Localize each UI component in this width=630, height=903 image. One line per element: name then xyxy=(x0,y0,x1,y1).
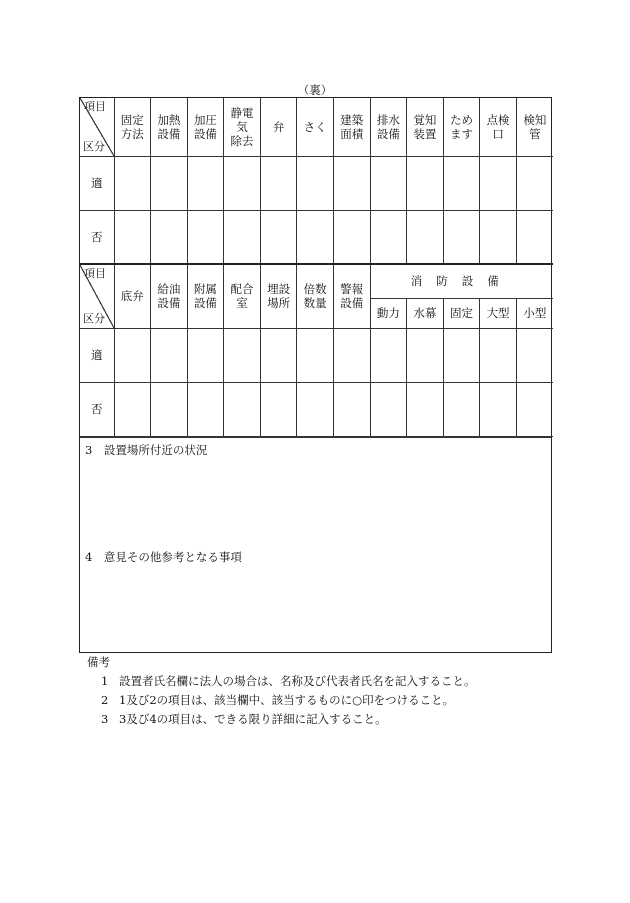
table2-header-cell: 配合 室 xyxy=(224,264,261,328)
check-cell[interactable] xyxy=(370,382,407,436)
table2-header-row xyxy=(80,264,553,298)
check-cell[interactable] xyxy=(407,156,444,210)
corner-item-label: 項目 xyxy=(84,267,106,280)
check-cell[interactable] xyxy=(297,382,334,436)
surroundings-section[interactable] xyxy=(80,437,551,545)
check-cell[interactable] xyxy=(260,156,297,210)
table2-subheader-cell: 動力 xyxy=(370,298,407,328)
page-side-label: （裏） xyxy=(297,83,333,97)
corner-category-label: 区分 xyxy=(83,139,105,153)
table1-header-cell: 排水 設備 xyxy=(370,98,407,156)
table2-subheader-cell: 大型 xyxy=(480,298,517,328)
check-cell[interactable] xyxy=(114,156,151,210)
note-text: 3及び4の項目は、できる限り詳細に記入すること。 xyxy=(119,712,387,726)
check-cell[interactable] xyxy=(480,156,517,210)
check-cell[interactable] xyxy=(407,382,444,436)
note-item xyxy=(87,710,476,729)
table1-header-cell: 建築 面積 xyxy=(333,98,370,156)
check-cell[interactable] xyxy=(114,210,151,264)
table2-header-cell: 底弁 xyxy=(114,264,151,328)
check-cell[interactable] xyxy=(297,328,334,382)
check-cell[interactable] xyxy=(151,328,188,382)
note-text: 設置者氏名欄に法人の場合は、名称及び代表者氏名を記入すること。 xyxy=(119,674,476,688)
table1-header-cell: 加圧 設備 xyxy=(187,98,224,156)
check-cell[interactable] xyxy=(480,382,517,436)
check-cell[interactable] xyxy=(407,328,444,382)
table1-header-cell: 加熱 設備 xyxy=(151,98,188,156)
check-cell[interactable] xyxy=(187,210,224,264)
check-cell[interactable] xyxy=(443,328,480,382)
table1-corner-cell xyxy=(80,98,114,156)
check-cell[interactable] xyxy=(114,382,151,436)
note-text: 1及び2の項目は、該当欄中、該当するものに○印をつけること。 xyxy=(119,693,455,707)
surroundings-label: 3 設置場所付近の状況 xyxy=(85,442,208,457)
check-cell[interactable] xyxy=(151,156,188,210)
check-cell[interactable] xyxy=(260,382,297,436)
notes-title: 備考 xyxy=(87,655,110,669)
check-cell[interactable] xyxy=(516,210,553,264)
table2-row-fail xyxy=(80,382,553,436)
check-cell[interactable] xyxy=(480,210,517,264)
table2-header-cell: 警報 設備 xyxy=(333,264,370,328)
check-cell[interactable] xyxy=(260,328,297,382)
table1-header-cell: 点検 口 xyxy=(480,98,517,156)
check-cell[interactable] xyxy=(443,382,480,436)
table1-header-cell: 覚知 装置 xyxy=(407,98,444,156)
check-cell[interactable] xyxy=(114,328,151,382)
table2-header-cell: 倍数 数量 xyxy=(297,264,334,328)
note-number: 2 xyxy=(101,693,109,707)
row-label-fail: 否 xyxy=(80,382,114,436)
inspection-form xyxy=(79,97,552,653)
check-cell[interactable] xyxy=(297,210,334,264)
remarks-label: 4 意見その他参考となる事項 xyxy=(85,549,242,564)
row-label-pass: 適 xyxy=(80,328,114,382)
check-cell[interactable] xyxy=(443,156,480,210)
check-cell[interactable] xyxy=(516,328,553,382)
table2-header-cell: 附属 設備 xyxy=(187,264,224,328)
check-cell[interactable] xyxy=(187,328,224,382)
table2-corner-cell xyxy=(80,264,114,328)
check-cell[interactable] xyxy=(370,210,407,264)
table2-subheader-cell: 小型 xyxy=(516,298,553,328)
check-cell[interactable] xyxy=(333,382,370,436)
fire-equipment-group-header: 消防設備 xyxy=(370,264,553,298)
table2-header-cell: 埋設 場所 xyxy=(260,264,297,328)
note-item xyxy=(87,691,476,710)
table2-header-cell: 給油 設備 xyxy=(151,264,188,328)
check-cell[interactable] xyxy=(187,156,224,210)
check-cell[interactable] xyxy=(260,210,297,264)
check-cell[interactable] xyxy=(224,210,261,264)
table1-header-cell: ため ます xyxy=(443,98,480,156)
table1-header-cell: 検知 管 xyxy=(516,98,553,156)
check-cell[interactable] xyxy=(333,156,370,210)
notes-block xyxy=(87,653,476,729)
check-cell[interactable] xyxy=(516,382,553,436)
table1-header-row xyxy=(80,98,553,156)
corner-item-label: 項目 xyxy=(84,100,106,113)
table2-subheader-cell: 水幕 xyxy=(407,298,444,328)
note-item xyxy=(87,672,476,691)
table1-row-fail xyxy=(80,210,553,264)
check-cell[interactable] xyxy=(443,210,480,264)
check-cell[interactable] xyxy=(480,328,517,382)
check-cell[interactable] xyxy=(370,156,407,210)
check-cell[interactable] xyxy=(224,382,261,436)
table1-header-cell: 固定 方法 xyxy=(114,98,151,156)
check-cell[interactable] xyxy=(407,210,444,264)
check-cell[interactable] xyxy=(516,156,553,210)
check-cell[interactable] xyxy=(151,210,188,264)
corner-category-label: 区分 xyxy=(83,311,105,325)
note-number: 1 xyxy=(101,674,109,688)
inspection-table xyxy=(80,98,553,437)
check-cell[interactable] xyxy=(370,328,407,382)
check-cell[interactable] xyxy=(151,382,188,436)
table1-header-cell: 静電 気 除去 xyxy=(224,98,261,156)
check-cell[interactable] xyxy=(333,210,370,264)
row-label-fail: 否 xyxy=(80,210,114,264)
table1-header-cell: 弁 xyxy=(260,98,297,156)
note-number: 3 xyxy=(101,712,109,726)
check-cell[interactable] xyxy=(333,328,370,382)
check-cell[interactable] xyxy=(224,328,261,382)
check-cell[interactable] xyxy=(187,382,224,436)
row-label-pass: 適 xyxy=(80,156,114,210)
table2-subheader-cell: 固定 xyxy=(443,298,480,328)
check-cell[interactable] xyxy=(297,156,334,210)
remarks-section[interactable] xyxy=(80,545,551,652)
table1-header-cell: さく xyxy=(297,98,334,156)
table2-row-pass xyxy=(80,328,553,382)
check-cell[interactable] xyxy=(224,156,261,210)
table1-row-pass xyxy=(80,156,553,210)
